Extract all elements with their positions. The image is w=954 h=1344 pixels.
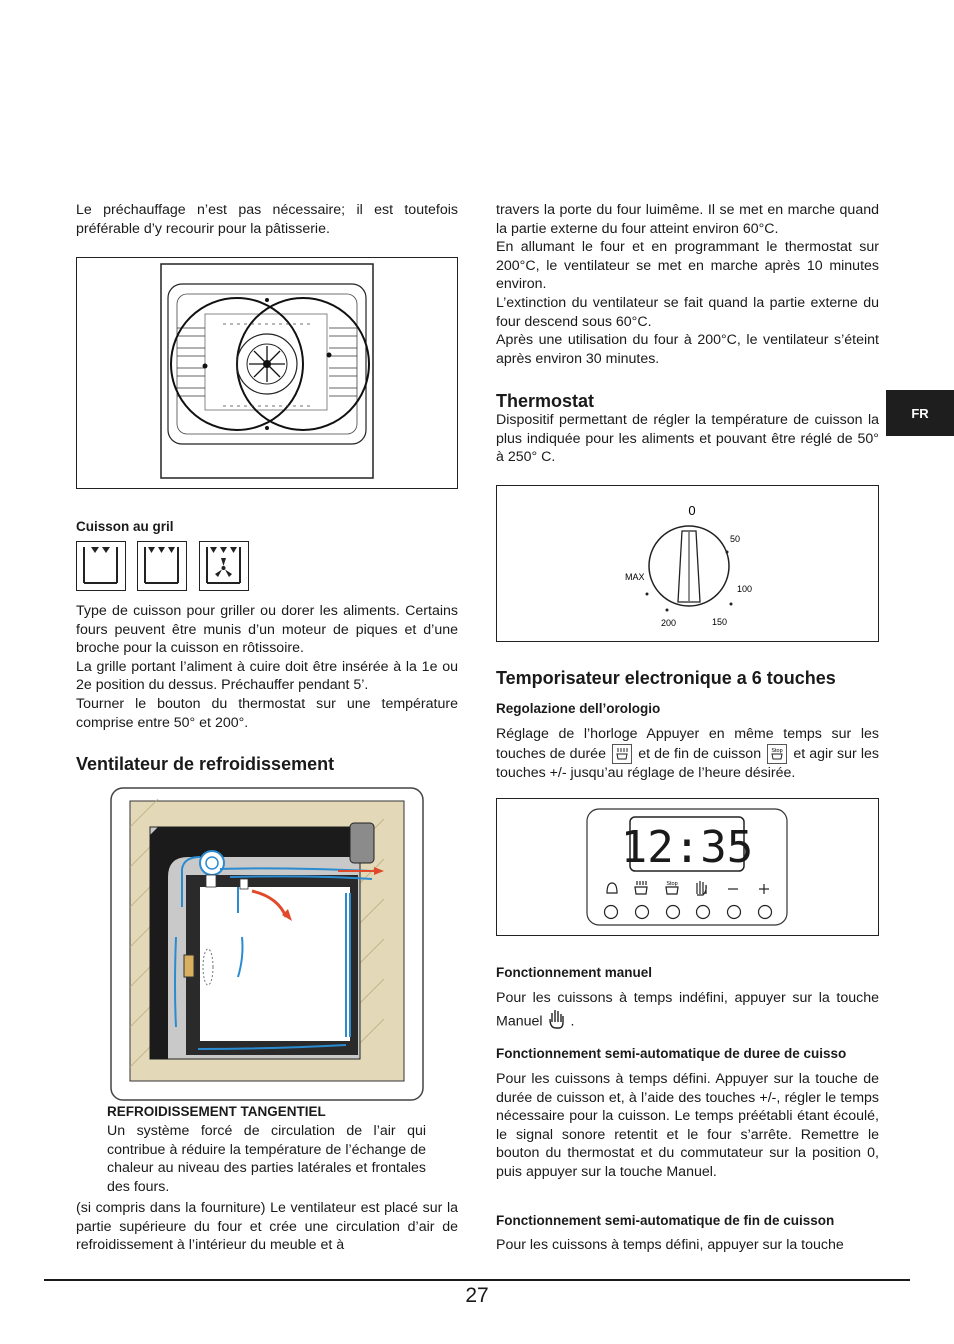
duration-glyph: [613, 745, 631, 763]
dial-200-label: 200: [661, 618, 677, 628]
timer-panel-illustration: [496, 798, 879, 936]
clock-heading: Regolazione dell’orologio: [496, 701, 661, 716]
svg-text:Stop: Stop: [771, 747, 783, 754]
timer-panel: [497, 799, 878, 935]
semi-duration-heading: Fonctionnement semi-automatique de duree de cuisso: [496, 1046, 847, 1061]
hand-icon: [547, 1008, 567, 1036]
semi-end-heading: Fonctionnement semi-automatique de fin de cuisson: [496, 1213, 835, 1228]
manual-text-2: .: [570, 1013, 575, 1030]
ventilator-paragraph: (si compris dans la fourniture) Le ventilateur est placé sur la partie supérieure du four et crée une circulation d’air de refroidissement à l’intérieur du meuble et à: [76, 1200, 458, 1254]
timer-display-time: 12:35: [620, 822, 754, 873]
grill-two-elements-icon: [77, 542, 124, 589]
grill-text-block: [76, 602, 458, 732]
end-cooking-icon: [767, 744, 787, 764]
clock-text-1: Réglage de l’horloge Appuyer en même temps sur les touches de durée: [496, 726, 879, 762]
manual-heading: Fonctionnement manuel: [496, 965, 653, 980]
oven-fan-illustration: [76, 257, 458, 489]
grill-three-elements-icon: [138, 542, 185, 589]
semi-duration-paragraph: Pour les cuissons à temps défini. Appuyer sur la touche de durée de cuisson et, à l’aide des touches +/-, régler le temps nécessaire pour la cuisson. Le temps préétabli étant écoulé, le signal sonore retentit et le four s’arrête. Remettre le bouton du thermostat et du commutateur sur la position 0, puis appuyer sur la touche Manuel.: [496, 1071, 879, 1180]
manual-paragraph: [496, 989, 879, 1035]
grill-paragraph-2: La grille portant l’aliment à cuire doit être insérée à la 1e ou 2e position du dessus. Préchauffer pendant 5’.: [76, 658, 458, 694]
semi-end-paragraph: Pour les cuissons à temps défini, appuyer sur la touche: [496, 1237, 844, 1253]
manual-hand-glyph: [547, 1008, 567, 1030]
duration-icon: [612, 744, 632, 764]
timer-heading: Temporisateur electronique a 6 touches: [496, 668, 836, 688]
dial-max-label: MAX: [625, 572, 645, 582]
language-tab: FR: [886, 390, 954, 436]
clock-text-3: et agir sur les touches +/- jusqu’au réglage de l’heure désirée.: [496, 745, 879, 781]
vent-cont-3: L’extinction du ventilateur se fait quand la partie externe du four descend sous 60°C.: [496, 294, 879, 330]
vent-cont-1: travers la porte du four luimême. Il se met en marche quand la partie externe du four atteint environ 60°C.: [496, 202, 879, 237]
grill-fan-icon: [200, 542, 247, 589]
dial-50-label: 50: [730, 534, 741, 544]
thermostat-heading: Thermostat: [496, 391, 595, 411]
dial-zero-label: 0: [688, 503, 696, 518]
ventilator-heading: Ventilateur de refroidissement: [76, 754, 335, 774]
tangential-paragraph: Un système forcé de circulation de l’air qui contribue à réduire la température de l’échange de chaleur au niveau des parties latérales et frontales des fours.: [107, 1123, 426, 1195]
page-number: 27: [465, 1284, 489, 1307]
cooling-airflow-drawing: [110, 787, 424, 1101]
ventilator-continued: [496, 201, 879, 368]
oven-drawing: [77, 258, 457, 488]
dial-100-label: 100: [737, 584, 753, 594]
timer-stop-label: Stop: [666, 881, 678, 887]
clock-paragraph: [496, 725, 879, 782]
clock-text-2: et de fin de cuisson: [638, 745, 762, 762]
dial-150-label: 150: [712, 617, 728, 627]
thermostat-dial-illustration: [496, 485, 879, 642]
vent-cont-2: En allumant le four et en programmant le thermostat sur 200°C, le ventilateur se met en marche après 10 minutes environ.: [496, 239, 879, 293]
manual-text-1: Pour les cuissons à temps indéfini, appuyer sur la touche Manuel: [496, 990, 879, 1030]
grill-heading: Cuisson au gril: [76, 519, 174, 534]
grill-paragraph-3: Tourner le bouton du thermostat sur une température comprise entre 50° et 200°.: [76, 695, 458, 731]
cooling-diagram: [110, 787, 424, 1101]
thermostat-paragraph: Dispositif permettant de régler la température de cuisson la plus indiquée pour les aliments et pouvant être réglé de 50° à 250° C.: [496, 412, 879, 466]
grill-symbol-2: [76, 541, 126, 591]
grill-paragraph-1: Type de cuisson pour griller ou dorer les aliments. Certains fours peuvent être munis d’un moteur de piques et d’une broche pour la cuisson en rôtissoire.: [76, 603, 458, 657]
grill-symbol-3: [137, 541, 187, 591]
grill-symbol-fan: [199, 541, 249, 591]
footer-rule: [44, 1279, 910, 1281]
thermostat-dial: [497, 486, 878, 641]
stop-glyph: [768, 745, 786, 763]
intro-paragraph: Le préchauffage n’est pas nécessaire; il est toutefois préférable d’y recourir pour la pâtisserie.: [76, 202, 458, 237]
tangential-heading: REFROIDISSEMENT TANGENTIEL: [107, 1104, 326, 1119]
vent-cont-4: Après une utilisation du four à 200°C, le ventilateur s’éteint après environ 30 minutes.: [496, 332, 879, 367]
